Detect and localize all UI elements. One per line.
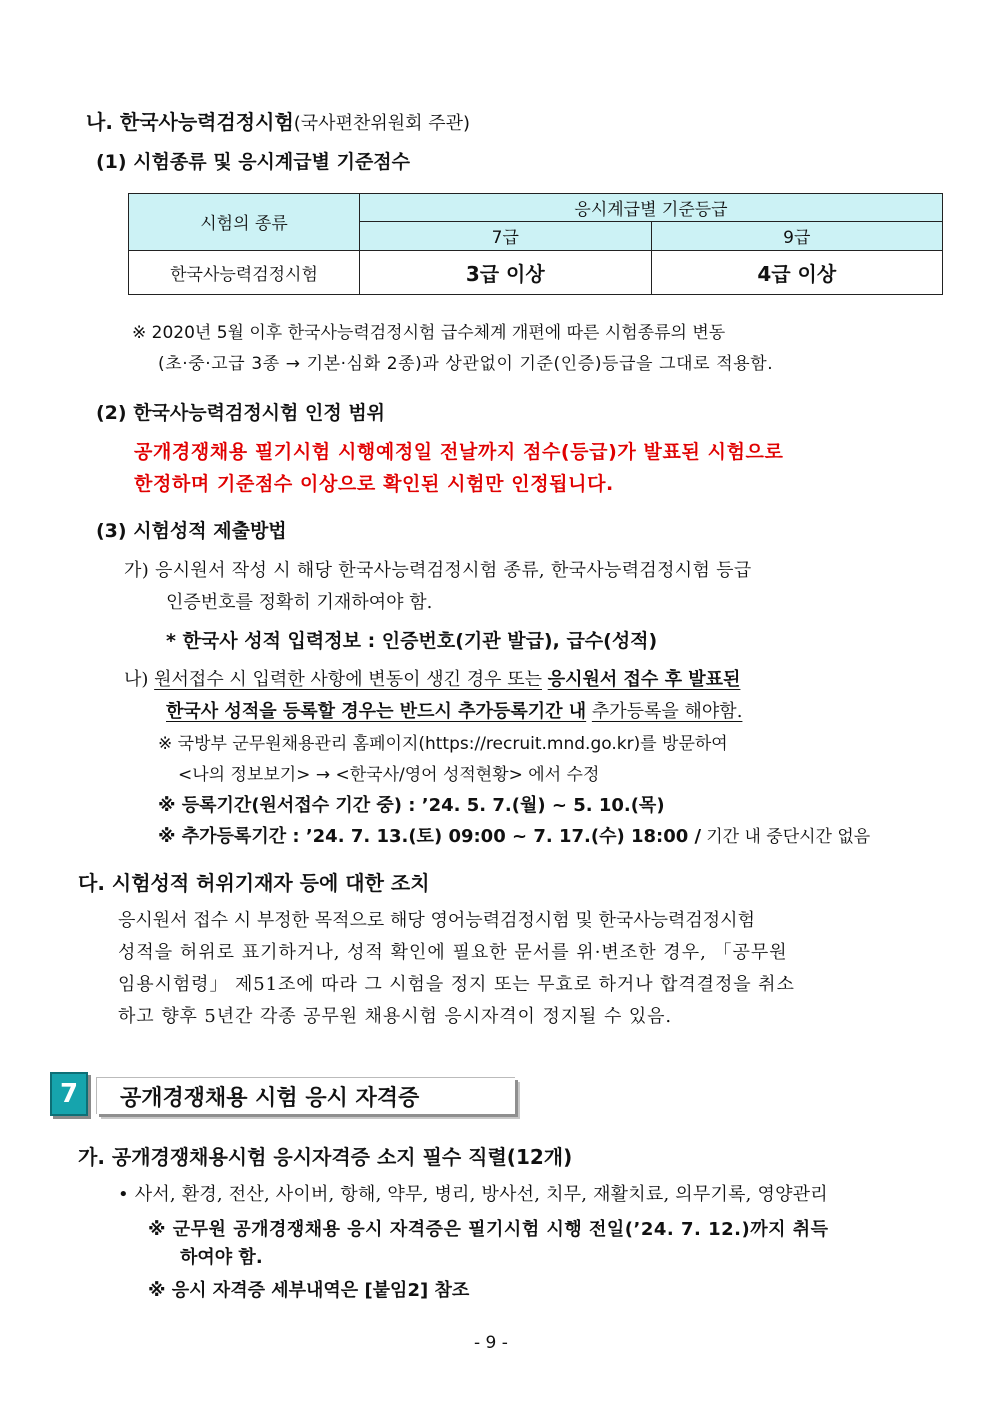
certificate-note-line-1: ※ 군무원 공개경쟁채용 응시 자격증은 필기시험 시행 전일(’24. 7. 12.)까지 취득	[148, 1219, 829, 1240]
row-grade-9-value: 4급 이상	[651, 250, 943, 294]
subsection-2-title: (2) 한국사능력검정시험 인정 범위	[96, 402, 386, 424]
item-nada-prefix: 나)	[124, 669, 149, 690]
required-series-list: • 사서, 환경, 전산, 사이버, 항해, 약무, 병리, 방사선, 치무, 재활치료, 의무기록, 영양관리	[118, 1184, 828, 1205]
subsection-3-title: (3) 시험성적 제출방법	[96, 520, 287, 542]
ref-additional-period	[158, 822, 870, 848]
header-exam-type: 시험의 종류	[129, 194, 360, 251]
ref-additional-period-note: 기간 내 중단시간 없음	[706, 827, 871, 847]
ref-registration-period: ※ 등록기간(원서접수 기간 중) : ’24. 5. 7.(월) ~ 5. 10.(목)	[158, 795, 665, 816]
section-da-line-4: 하고 향후 5년간 각종 공무원 채용시험 응시자격이 정지될 수 있음.	[118, 1006, 673, 1027]
item-nada-text-2b: 추가등록을 해야함.	[591, 701, 743, 722]
section-da-line-3: 임용시험령」 제51조에 따라 그 시험을 정지 또는 무효로 하거나 합격결정을 취소	[118, 974, 795, 995]
certificate-note-line-2: 하여야 함.	[180, 1247, 263, 1268]
section-da-line-1: 응시원서 접수 시 부정한 목적으로 해당 영어능력검정시험 및 한국사능력검정시험	[118, 910, 755, 931]
input-info-note: * 한국사 성적 입력정보 : 인증번호(기관 발급), 급수(성적)	[166, 630, 658, 652]
recognition-text-line-2: 한정하며 기준점수 이상으로 확인된 시험만 인정됩니다.	[134, 473, 614, 495]
page-number: - 9 -	[474, 1333, 508, 1353]
recognition-text-line-1: 공개경쟁채용 필기시험 시행예정일 전날까지 점수(등급)가 발표된 시험으로	[134, 441, 784, 463]
item-ga-line-1: 가) 응시원서 작성 시 해당 한국사능력검정시험 종류, 한국사능력검정시험 등급	[124, 560, 752, 581]
subsection-1-title: (1) 시험종류 및 응시계급별 기준점수	[96, 151, 411, 173]
ref-homepage: ※ 국방부 군무원채용관리 홈페이지(https://recruit.mnd.go.kr)를 방문하여	[158, 734, 728, 754]
row-grade-7-value: 3급 이상	[360, 250, 652, 294]
item-ga-line-2: 인증번호를 정확히 기재하여야 함.	[166, 592, 433, 613]
section-7-title: 공개경쟁채용 시험 응시 자격증	[120, 1086, 420, 1111]
section-da-line-2: 성적을 허위로 표기하거나, 성적 확인에 필요한 문서를 위·변조한 경우, 「공무원	[118, 942, 788, 963]
header-grade-group: 응시계급별 기준등급	[360, 194, 943, 222]
item-nada-text-1a: 원서접수 시 입력한 사항에 변동이 생긴 경우 또는	[154, 669, 542, 690]
section-7-ga-title: 가. 공개경쟁채용시험 응시자격증 소지 필수 직렬(12개)	[78, 1145, 573, 1169]
header-grade-9: 9급	[651, 222, 943, 250]
header-grade-7: 7급	[360, 222, 652, 250]
ref-menu-path: <나의 정보보기> → <한국사/영어 성적현황> 에서 수정	[178, 765, 600, 785]
item-nada-line-1	[124, 665, 740, 691]
score-table	[128, 193, 943, 295]
section-na-heading	[86, 106, 470, 135]
note-line-1: ※ 2020년 5월 이후 한국사능력검정시험 급수체계 개편에 따른 시험종류의 변동	[132, 323, 726, 343]
ref-additional-period-dates: ※ 추가등록기간 : ’24. 7. 13.(토) 09:00 ~ 7. 17.(수) 18:00 /	[158, 826, 702, 847]
note-line-2: (초·중·고급 3종 → 기본·심화 2종)과 상관없이 기준(인증)등급을 그대로 적용함.	[158, 354, 774, 374]
row-exam-name: 한국사능력검정시험	[129, 250, 360, 294]
item-nada-text-2a: 한국사 성적을 등록할 경우는 반드시 추가등록기간 내	[166, 701, 587, 722]
section-na-subtitle: (국사편찬위원회 주관)	[293, 113, 471, 134]
item-nada-line-2	[166, 697, 742, 723]
certificate-detail-note: ※ 응시 자격증 세부내역은 [붙임2] 참조	[148, 1280, 470, 1301]
item-nada-text-1b: 응시원서 접수 후 발표된	[547, 669, 741, 690]
section-da-title: 다. 시험성적 허위기재자 등에 대한 조치	[78, 871, 430, 895]
section-na-title: 나. 한국사능력검정시험	[86, 110, 294, 134]
section-7-number-badge: 7	[50, 1072, 88, 1116]
